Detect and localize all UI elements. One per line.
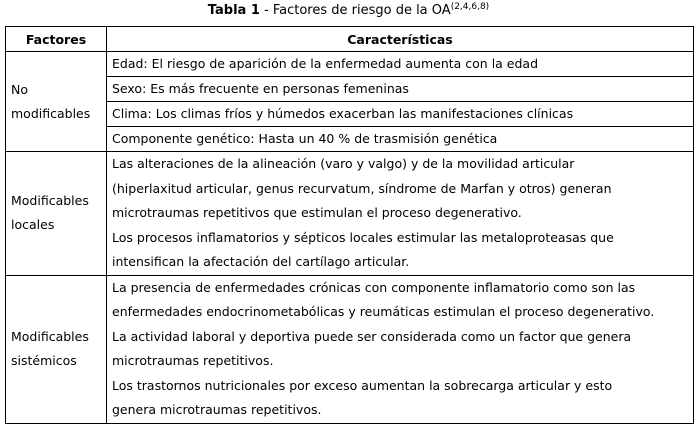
text-line: La presencia de enfermedades crónicas con componente inflamatorio como son las	[112, 279, 636, 295]
text-line: intensifican la afectación del cartílago articular.	[112, 254, 410, 269]
table-row	[6, 275, 694, 423]
risk-factors-table	[5, 26, 694, 424]
factor-label-line2: locales	[11, 217, 55, 233]
table-caption	[0, 2, 697, 20]
factor-modificables-sistemicos	[6, 275, 107, 423]
characteristic-edad: Edad: El riesgo de aparición de la enfermedad aumenta con la edad	[107, 52, 694, 77]
text-line: Los procesos inflamatorios y sépticos locales estimular las metaloproteasas que	[112, 229, 614, 245]
factor-label-line2: sistémicos	[11, 353, 77, 368]
characteristic-locales	[107, 152, 694, 276]
text-line: (hiperlaxitud articular, genus recurvatum, síndrome de Marfan y otros) generan	[112, 180, 612, 196]
factor-modificables-locales	[6, 152, 107, 276]
characteristic-sistemicos	[107, 275, 694, 423]
table-row	[6, 77, 694, 102]
text-line: Los trastornos nutricionales por exceso aumentan la sobrecarga articular y esto	[112, 377, 613, 393]
table-row	[6, 102, 694, 127]
factor-label-line1: Modificables	[11, 329, 89, 344]
table-row	[6, 127, 694, 152]
text-line: Las alteraciones de la alineación (varo y valgo) y de la movilidad articular	[112, 156, 575, 171]
header-caracteristicas: Características	[107, 27, 694, 52]
text-line: La actividad laboral y deportiva puede ser considerada como un factor que genera	[112, 328, 632, 344]
caption-text: - Factores de riesgo de la OA	[259, 3, 451, 18]
text-line: genera microtraumas repetitivos.	[112, 402, 322, 417]
characteristic-sexo: Sexo: Es más frecuente en personas femeninas	[107, 77, 694, 102]
text-line: microtraumas repetitivos.	[112, 353, 274, 368]
characteristic-clima: Clima: Los climas fríos y húmedos exacerban las manifestaciones clínicas	[107, 102, 694, 127]
factor-label-line2: modificables	[11, 105, 91, 121]
factor-no-modificables	[6, 52, 107, 152]
header-row	[6, 27, 694, 52]
factor-label-line1: No	[11, 81, 28, 97]
header-factores: Factores	[6, 27, 107, 52]
text-line: enfermedades endocrinometabólicas y reumáticas estimulan el proceso degenerativo.	[112, 304, 655, 319]
caption-label: Tabla 1	[207, 3, 260, 18]
caption-references: (2,4,6,8)	[450, 2, 490, 12]
text-line: microtraumas repetitivos que estimulan el proceso degenerativo.	[112, 205, 522, 220]
table-row	[6, 52, 694, 77]
characteristic-componente-genetico: Componente genético: Hasta un 40 % de trasmisión genética	[107, 127, 694, 152]
factor-label-line1: Modificables	[11, 193, 89, 209]
table-row	[6, 152, 694, 276]
